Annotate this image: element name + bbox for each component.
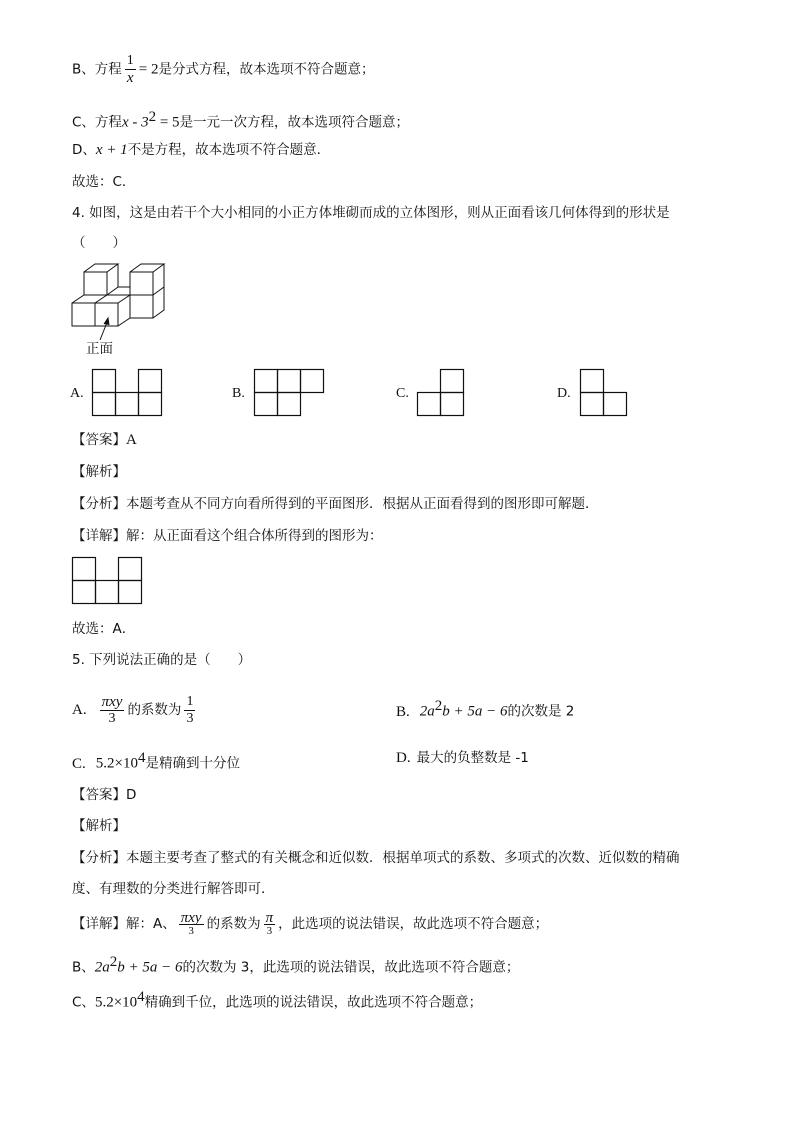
q3-option-c-explanation xyxy=(72,108,409,132)
option-label: C. xyxy=(72,755,86,772)
q4-answer xyxy=(72,431,137,449)
text: B、方程 xyxy=(72,61,122,78)
math-expression: 2a xyxy=(419,703,435,720)
q5-option-c[interactable] xyxy=(72,749,240,773)
fenxi-tag: 【分析】 xyxy=(72,850,126,866)
front-view-label: 正面 xyxy=(86,341,113,356)
q5-stem: 5. 下列说法正确的是（ ） xyxy=(72,652,252,668)
text: 不是方程，故本选项不符合题意． xyxy=(127,142,331,158)
denominator: 3 xyxy=(266,924,273,937)
answer-value: A xyxy=(126,432,137,448)
math-expression: x + 1 xyxy=(95,142,128,158)
q4-option-a-shape[interactable] xyxy=(92,369,163,416)
text: 是精确到十分位 xyxy=(145,755,240,772)
q4-fenxi xyxy=(72,495,599,513)
q5-xiangjie-a xyxy=(72,907,548,941)
exponent: 2 xyxy=(434,698,443,714)
q4-option-d-label[interactable]: D. xyxy=(557,386,571,401)
text: 精确到千位，此选项的说法错误，故此选项不符合题意； xyxy=(144,994,483,1011)
fraction-pixy-over-3 xyxy=(179,909,204,937)
option-label: A. xyxy=(72,702,87,718)
numerator: 1 xyxy=(126,53,134,68)
q5-xiangjie-b xyxy=(72,953,519,977)
q5-answer xyxy=(72,786,136,804)
q4-choice: 故选：A． xyxy=(72,621,136,637)
xiangjie-text: 解：从正面看这个组合体所得到的图形为： xyxy=(126,528,383,544)
q4-solution-figure xyxy=(72,557,143,605)
q4-option-a-label[interactable]: A. xyxy=(70,386,84,401)
denominator: x xyxy=(126,70,134,86)
fraction-1-over-3 xyxy=(184,694,195,727)
math-expression: b + 5a − 6 xyxy=(117,959,183,976)
q5-option-a[interactable] xyxy=(72,690,198,730)
denominator: 3 xyxy=(108,710,116,726)
answer-tag: 【答案】 xyxy=(72,787,126,803)
text: 的次数为 3，此选项的说法错误，故此选项不符合题意； xyxy=(182,959,520,976)
xiangjie-tag: 【详解】 xyxy=(72,916,126,932)
text: 是一元一次方程，故本选项符合题意； xyxy=(179,114,410,131)
xiangjie-tag: 【详解】 xyxy=(72,528,126,544)
math-expression: 2a xyxy=(94,959,110,976)
text: 最大的负整数是 -1 xyxy=(416,750,529,766)
text: B、 xyxy=(72,959,95,976)
q3-option-d-explanation xyxy=(72,141,330,159)
cube-stack-figure xyxy=(72,262,172,342)
text: C、 xyxy=(72,994,95,1011)
q5-option-d[interactable] xyxy=(396,749,529,767)
q3-choice: 故选：C． xyxy=(72,174,136,190)
fenxi-text: 本题主要考查了整式的有关概念和近似数．根据单项式的系数、多项式的次数、近似数的精确 xyxy=(126,850,680,866)
text: 解：A、 xyxy=(126,916,176,932)
exponent: 4 xyxy=(137,750,146,766)
option-label: D. xyxy=(396,750,411,766)
text: C、方程 xyxy=(72,114,122,131)
q5-fenxi-line1 xyxy=(72,849,680,867)
denominator: 3 xyxy=(186,710,194,726)
math-expression: b + 5a − 6 xyxy=(442,703,508,720)
numerator: 1 xyxy=(186,693,194,709)
numerator: πxy xyxy=(180,909,202,926)
equation-rhs: = 2 xyxy=(138,61,159,78)
q5-xiangjie-c xyxy=(72,988,482,1012)
q3-option-b-explanation xyxy=(72,53,374,86)
exponent: 2 xyxy=(148,109,157,125)
exponent: 2 xyxy=(109,954,118,970)
q4-xiangjie xyxy=(72,527,383,545)
numerator: π xyxy=(265,909,274,926)
answer-value: D xyxy=(126,787,137,803)
fenxi-text: 本题考查从不同方向看所得到的平面图形．根据从正面看得到的图形即可解题． xyxy=(126,496,599,512)
math-expression: x - 3 xyxy=(121,114,149,131)
equation-rhs: = 5 xyxy=(156,114,180,131)
q4-option-c-label[interactable]: C. xyxy=(396,386,409,401)
q4-option-c-shape[interactable] xyxy=(417,369,465,416)
q4-option-b-label[interactable]: B. xyxy=(232,386,245,401)
math-expression: 5.2×10 xyxy=(95,755,138,772)
numerator: πxy xyxy=(101,693,123,710)
text: ，此选项的说法错误，故此选项不符合题意； xyxy=(278,916,549,932)
fraction-pi-over-3 xyxy=(264,909,276,937)
q5-analysis-tag: 【解析】 xyxy=(72,818,126,834)
text: 的次数是 2 xyxy=(507,703,575,720)
text: 的系数为 xyxy=(206,916,261,932)
answer-tag: 【答案】 xyxy=(72,432,126,448)
fenxi-tag: 【分析】 xyxy=(72,496,126,512)
q4-option-b-shape[interactable] xyxy=(254,369,325,416)
q5-fenxi-line2: 度、有理数的分类进行解答即可． xyxy=(72,881,275,897)
fraction-1-over-x xyxy=(125,53,136,86)
fraction-pixy-over-3 xyxy=(100,694,125,727)
option-label: B. xyxy=(396,703,410,720)
text: 是分式方程，故本选项不符合题意； xyxy=(158,61,375,78)
denominator: 3 xyxy=(188,924,194,937)
math-expression: 5.2×10 xyxy=(94,994,138,1011)
text: 的系数为 xyxy=(127,702,182,718)
q5-option-b[interactable] xyxy=(396,697,574,721)
q4-analysis-tag: 【解析】 xyxy=(72,464,126,480)
q4-stem: 4. 如图，这是由若干个大小相同的小正方体堆砌而成的立体图形，则从正面看该几何体得到的形状是 xyxy=(72,205,670,221)
q4-answer-paren: （ ） xyxy=(72,235,126,251)
text: D、 xyxy=(72,142,96,158)
q4-option-d-shape[interactable] xyxy=(580,369,628,416)
exponent: 4 xyxy=(137,989,145,1005)
